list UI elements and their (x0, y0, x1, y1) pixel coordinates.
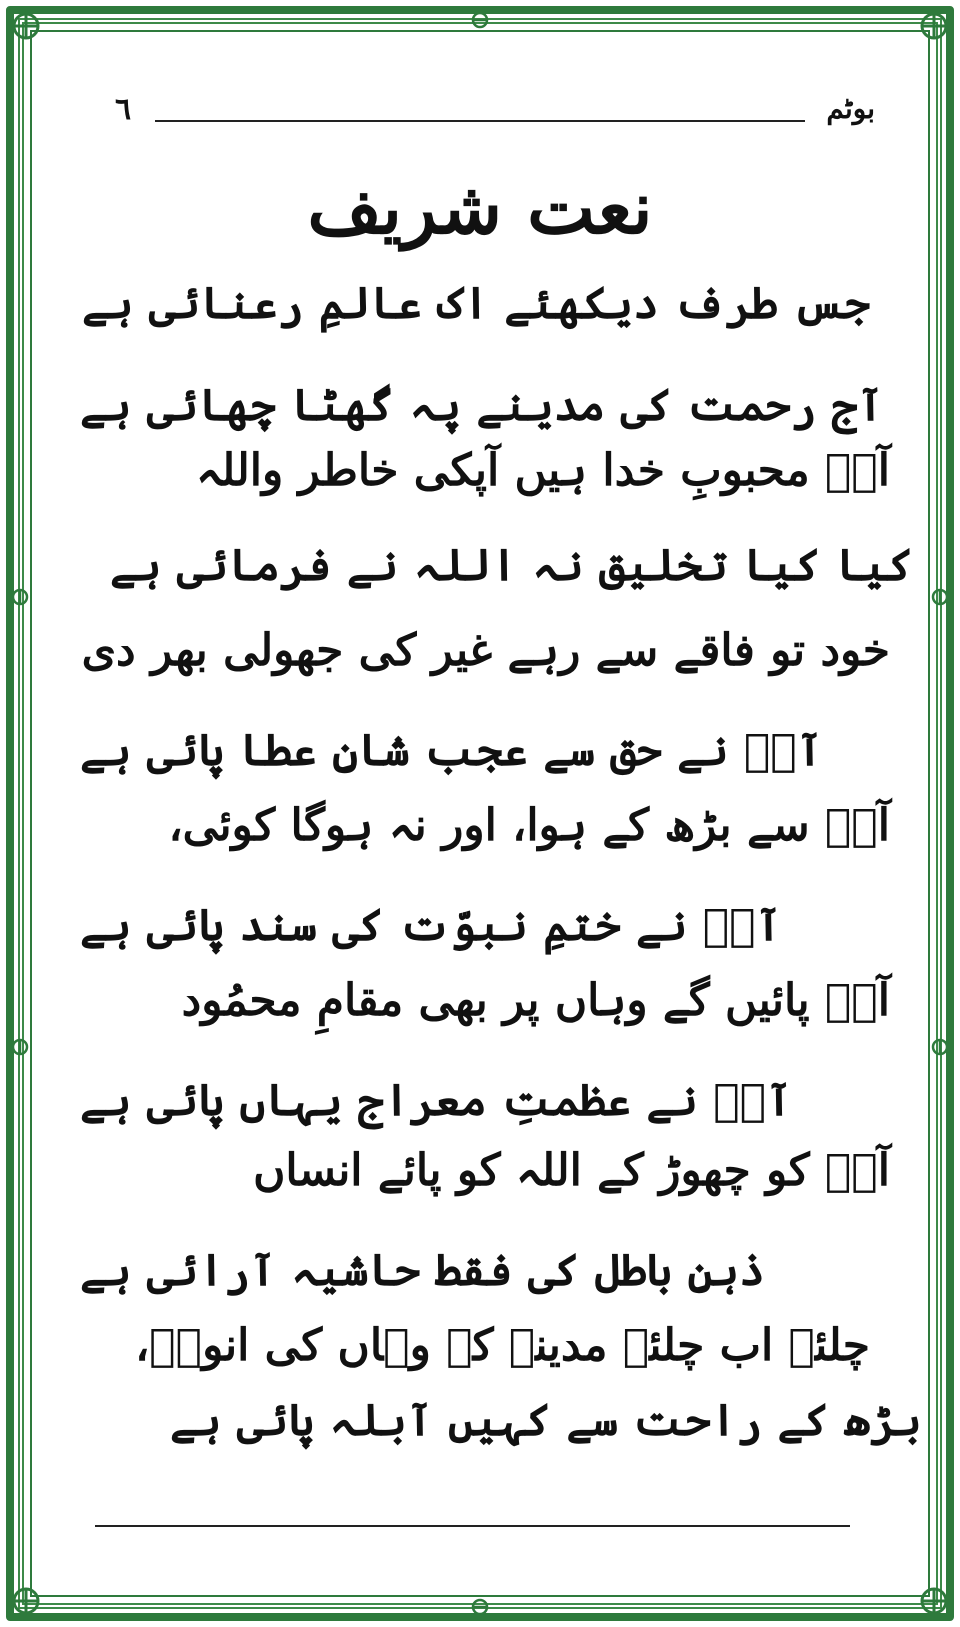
verse-line: آپؐ نے ختمِ نبوّت کی سند پائی ہے (80, 900, 782, 951)
border-knot-icon (929, 1036, 951, 1058)
verse-line: چلئے اب چلئے مدینہ کہ وہاں کی انورؔ، (135, 1320, 870, 1371)
verse-line: آپؐ نے عظمتِ معراج یہاں پائی ہے (80, 1075, 792, 1126)
verse-line: آپؐ کو چھوڑ کے اللہ کو پائے انساں (253, 1145, 890, 1196)
corner-knot-icon (6, 6, 46, 46)
corner-knot-icon (6, 1581, 46, 1621)
border-knot-icon (929, 586, 951, 608)
border-knot-icon (9, 1036, 31, 1058)
footer-rule (95, 1525, 850, 1527)
verse-line: آپؐ نے حق سے عجب شانِ عطا پائی ہے (80, 725, 823, 776)
header-rule (155, 120, 805, 122)
border-knot-icon (469, 9, 491, 31)
verse-line: آپؐ پائیں گے وہاں پر بھی مقامِ محمُود (181, 975, 890, 1026)
verse-line: جس طرف دیکھئے اک عالمِ رعنائی ہے (81, 278, 870, 329)
verse-line: خود تو فاقے سے رہے غیر کی جھولی بھر دی (81, 625, 890, 676)
page-title: نعت شریف (307, 165, 653, 250)
corner-knot-icon (914, 1581, 954, 1621)
running-title: بوٹم (826, 92, 875, 125)
verse-line: بڑھ کے راحت سے کہیں آبلہ پائی ہے (170, 1395, 922, 1446)
page-number: ٦ (115, 92, 132, 127)
verse-line: آپؐ سے بڑھ کے ہوا، اور نہ ہوگا کوئی، (168, 800, 890, 851)
verse-line: ذہنِ باطل کی فقط حاشیہ آرائی ہے (80, 1245, 765, 1296)
verse-line: کیا کیا تخلیق نہ اللہ نے فرمائی ہے (110, 540, 914, 591)
verse-line: آپؐ محبوبِ خدا ہیں آپکی خاطر واللہ (196, 445, 890, 496)
border-knot-icon (9, 586, 31, 608)
verse-line: آج رحمت کی مدینے پہ گھٹا چھائی ہے (80, 380, 884, 431)
border-knot-icon (469, 1596, 491, 1618)
page-header (115, 92, 875, 136)
corner-knot-icon (914, 6, 954, 46)
